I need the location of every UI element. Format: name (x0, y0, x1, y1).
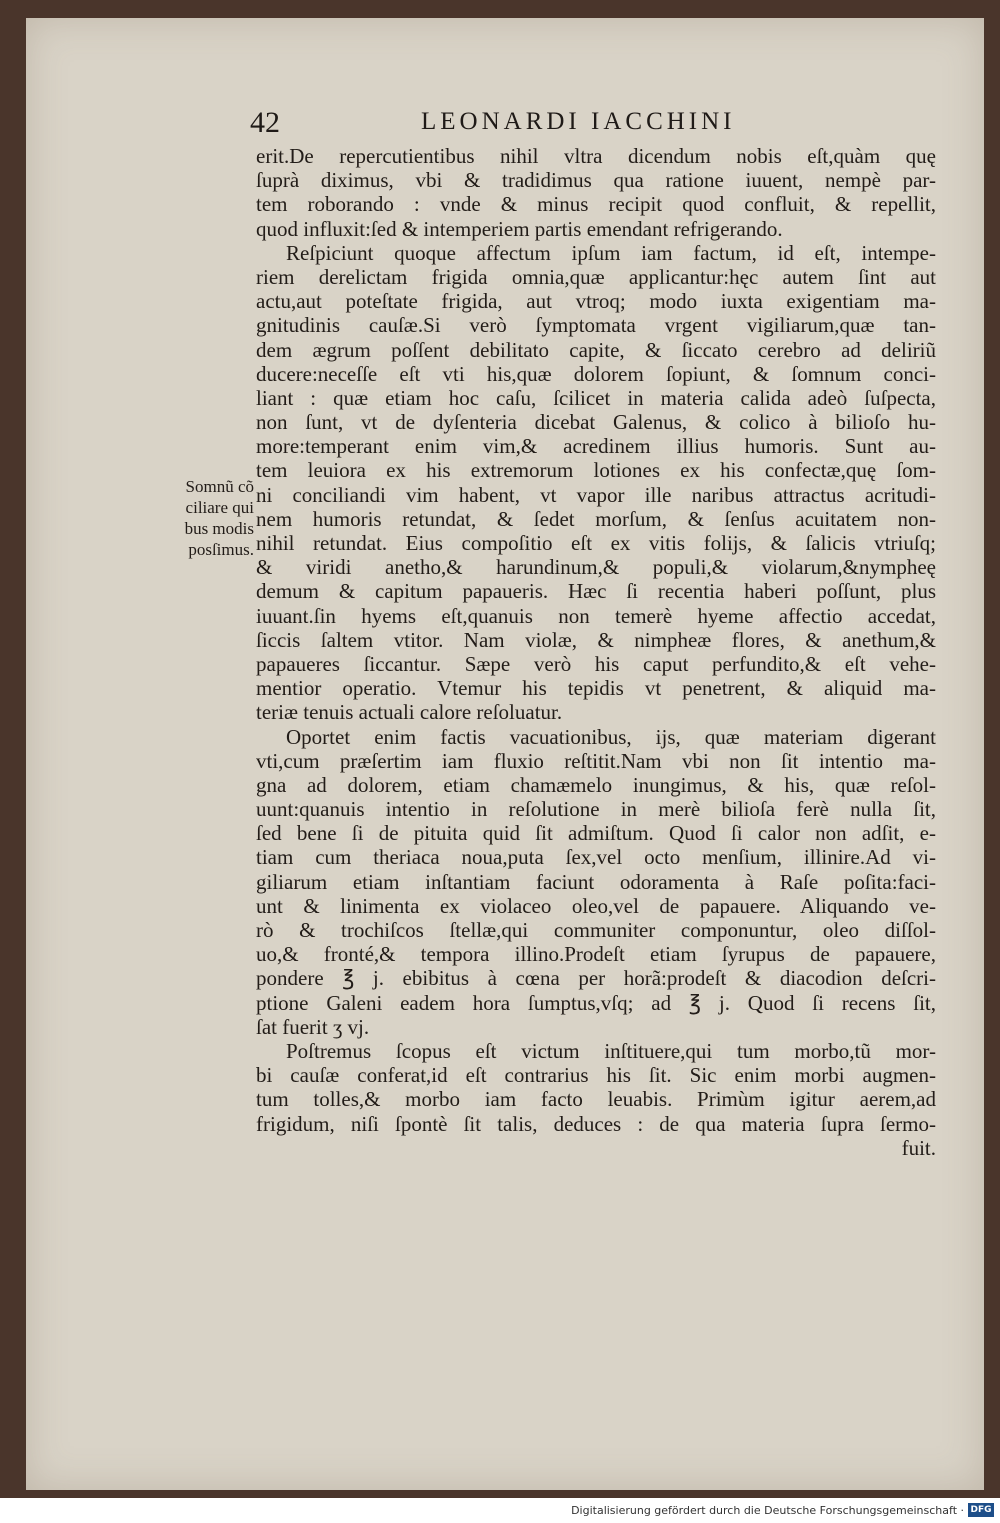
text-line: vti,cum præſertim iam fluxio reſtitit.Nam vbi non ſit intentio ma- (256, 748, 936, 773)
page-number: 42 (250, 106, 280, 139)
text-line: bi cauſæ conferat,id eſt contrarius his ſit. Sic enim morbi augmen- (256, 1063, 936, 1088)
text-line: ſat fuerit ʒ vj. (256, 1014, 370, 1039)
text-line: gna ad dolorem, etiam chamæmelo inungimus, & his, quæ reſol- (256, 772, 936, 797)
dfg-logo-icon: DFG (968, 1503, 994, 1517)
text-line: tem roborando : vnde & minus recipit quod confluit, & repellit, (256, 192, 936, 217)
text-line: more:temperant enim vim,& acredinem illius humoris. Sunt au- (256, 434, 936, 459)
text-line: papaueres ſiccantur. Sæpe verò his caput perfundito,& eſt vehe- (256, 651, 936, 676)
text-line: ducere:neceſſe eſt vti his,quæ dolorem ſopiunt, & ſomnum conci- (256, 361, 936, 386)
text-line: demum & capitum papaueris. Hæc ſi recentia haberi poſſunt, plus (256, 579, 936, 604)
marginal-note-line: Somnũ cõ (185, 477, 254, 496)
text-line: liant : quæ etiam hoc caſu, ſcilicet in materia calida adeò ſuſpecta, (256, 385, 936, 410)
text-line: rò & trochiſcos ſtellæ,qui communiter componuntur, oleo diſſol- (256, 918, 936, 942)
text-line: tum tolles,& morbo iam facto leuabis. Primùm igitur aerem,ad (256, 1087, 936, 1112)
text-line: iuuant.ſin hyems eſt,quanuis non temerè hyeme affectio accedat, (256, 603, 936, 628)
text-line: dem ægrum poſſent debilitato capite, & ſiccato cerebro ad deliriũ (256, 337, 936, 362)
marginal-note-line: ciliare qui (185, 498, 254, 517)
text-line: frigidum, niſi ſpontè ſit talis, deduces : de qua materia ſupra ſermo- (256, 1111, 936, 1136)
book-page (26, 18, 984, 1490)
text-line: giliarum etiam inſtantiam faciunt odoramenta à Raſe poſita:faci- (256, 869, 936, 894)
text-line: unt & linimenta ex violaceo oleo,vel de papauere. Aliquando ve- (256, 893, 936, 918)
text-line: ni conciliandi vim habent, vt vapor ille naribus attractus acritudi- (256, 482, 936, 507)
running-head: LEONARDI IACCHINI (421, 108, 736, 135)
digitization-credit: Digitalisierung gefördert durch die Deutsche Forschungsgemeinschaft · (571, 1504, 964, 1517)
text-line: actu,aut poteſtate frigida, aut vtroq; modo iuxta exigentiam ma- (256, 289, 936, 314)
text-line: mentior operatio. Vtemur his tepidis vt penetrent, & aliquid ma- (256, 676, 936, 701)
text-line: nem humoris retundat, & ſedet morſum, & ſenſus acuitatem non- (256, 506, 936, 531)
catchword: fuit. (901, 1135, 936, 1160)
text-line: gnitudinis cauſæ.Si verò ſymptomata vrgent vigiliarum,quæ tan- (256, 313, 936, 338)
text-line: tem leuiora ex his extremorum lotiones ex his confectæ,quę ſom- (256, 458, 936, 483)
text-line: erit.De repercutientibus nihil vltra dicendum nobis eſt,quàm quę (256, 144, 936, 168)
text-line: Reſpiciunt quoque affectum ipſum iam factum, id eſt, intempe- (286, 240, 936, 265)
text-line: uo,& fronté,& tempora illino.Prodeſt etiam ſyrupus de papauere, (256, 942, 936, 967)
text-line: ſiccis ſaltem vtitor. Nam violæ, & nimpheæ flores, & anethum,& (256, 627, 936, 652)
text-line: ſuprà diximus, vbi & tradidimus qua ratione iuuent, nempè par- (256, 168, 936, 193)
text-line: ſed bene ſi de pituita quid ſit admiſtum. Quod ſi calor non adſit, e- (256, 821, 936, 846)
text-line: Oportet enim factis vacuationibus, ijs, quæ materiam digerant (286, 724, 936, 749)
text-line: teriæ tenuis actuali calore reſoluatur. (256, 700, 563, 725)
body-text (256, 144, 936, 1160)
text-line: & viridi anetho,& harundinum,& populi,& violarum,&nympheę (256, 555, 936, 580)
text-line: tiam cum theriaca noua,puta ſex,vel octo menſium, illinire.Ad vi- (256, 845, 936, 870)
marginal-note (154, 476, 254, 560)
text-line: quod influxit:ſed & intemperiem partis emendant refrigerando. (256, 216, 783, 241)
marginal-note-line: posſimus. (188, 540, 254, 559)
text-line: ptione Galeni eadem hora ſumptus,vſq; ad ℥ j. Quod ſi recens ſit, (256, 990, 936, 1015)
footer-bar (0, 1498, 1000, 1523)
text-line: Poſtremus ſcopus eſt victum inſtituere,qui tum morbo,tũ mor- (286, 1038, 936, 1063)
marginal-note-line: bus modis (184, 519, 254, 538)
text-line: nihil retundat. Eius compoſitio eſt ex vitis folijs, & ſalicis vtriuſq; (256, 531, 936, 555)
text-line: pondere ℥ j. ebibitus à cœna per horã:prodeſt & diacodion deſcri- (256, 966, 936, 991)
text-line: uunt:quanuis intentio in reſolutione in merè bilioſa ferè nulla ſit, (256, 797, 936, 822)
text-line: non ſunt, vt de dyſenteria dicebat Galenus, & colico à bilioſo hu- (256, 410, 936, 435)
text-line: riem derelictam frigida omnia,quæ applicantur:hęc autem ſint aut (256, 264, 936, 289)
